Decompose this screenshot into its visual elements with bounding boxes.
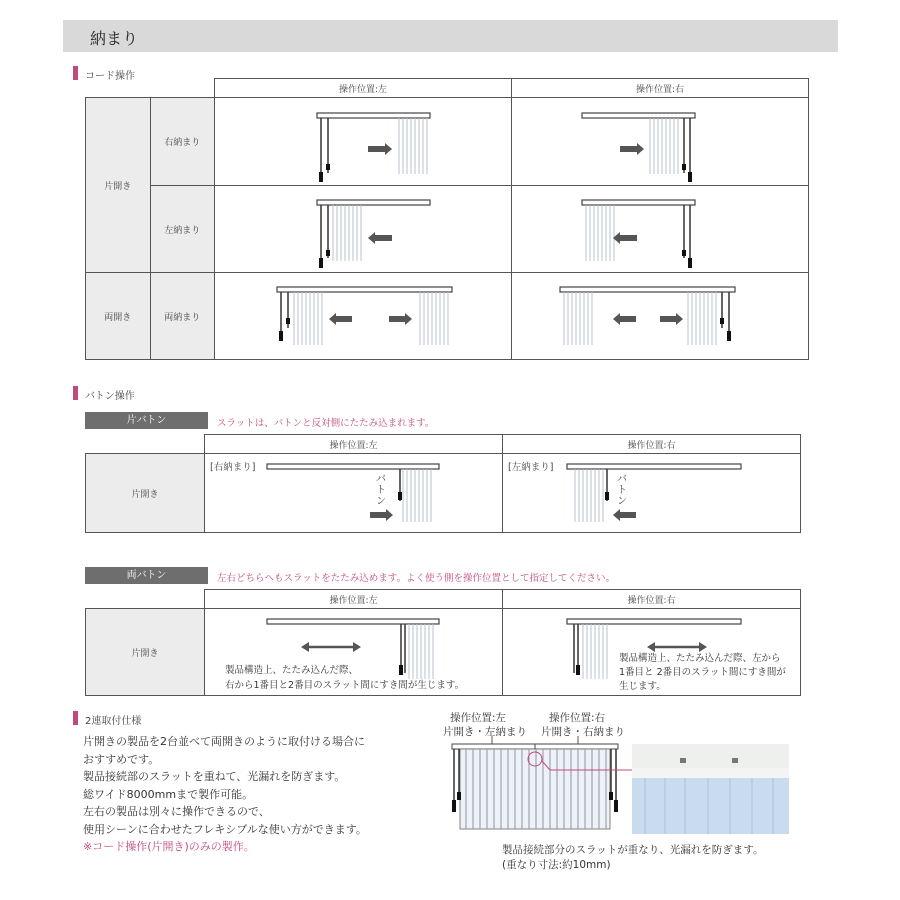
dual-label-right-1: 操作位置:右	[549, 712, 606, 724]
dual-mount-diagram	[440, 734, 800, 839]
right-desc-2: 1番目と 2番目のスラット間にすき間が	[619, 667, 786, 678]
dual-label-right-2: 片開き・右納まり	[541, 726, 625, 738]
dual-section-heading	[73, 711, 273, 725]
cord-table	[85, 78, 809, 360]
baton-word-left: バトン	[376, 474, 386, 507]
baton-section-heading	[73, 386, 273, 400]
double-baton-col-left: 操作位置:左	[205, 590, 503, 609]
baton-word-right: バトン	[617, 474, 627, 507]
page-title: 納まり	[90, 29, 139, 48]
blind-diagram	[512, 98, 808, 185]
row-label-left-stack: 左納まり	[150, 186, 215, 273]
single-baton-note: スラットは、バトンと反対側にたたみ込まれます。	[217, 418, 435, 429]
cord-col-left: 操作位置:左	[215, 79, 512, 98]
dual-note: ※コード操作(片開き)のみの製作。	[83, 840, 255, 853]
single-baton-diagram-right	[503, 454, 801, 533]
section-marker	[73, 386, 78, 400]
single-baton-col-right: 操作位置:右	[503, 435, 801, 454]
desc-line: 製品接続部のスラットを重ねて、光漏れを防ぎます。	[83, 770, 346, 783]
section-marker	[73, 711, 78, 725]
double-baton-row-label: 片開き	[86, 609, 205, 696]
row-label-double: 両開き	[86, 273, 151, 360]
double-baton-col-right: 操作位置:右	[503, 590, 801, 609]
desc-line: おすすめです。	[83, 752, 160, 766]
double-baton-badge: 両バトン	[85, 567, 208, 584]
right-desc-1: 製品構造上、たたみ込んだ際、左から	[619, 653, 781, 664]
cord-diagram-right-left	[512, 186, 809, 273]
desc-line: 片開きの製品を2台並べて両開きのように取付ける場合に	[83, 735, 365, 748]
dual-caption-2: (重なり寸法:約10mm)	[502, 859, 611, 871]
single-baton-badge: 片バトン	[85, 412, 208, 429]
row-label-right-stack: 右納まり	[150, 98, 215, 186]
cord-diagram-right-right	[512, 98, 809, 186]
single-baton-row-label: 片開き	[86, 454, 205, 533]
blind-diagram	[215, 98, 511, 185]
cord-diagram-left-right	[215, 98, 512, 186]
dual-label-left-1: 操作位置:左	[450, 712, 507, 724]
cord-col-right: 操作位置:右	[512, 79, 809, 98]
double-baton-table	[85, 589, 801, 696]
single-baton-diagram-left	[205, 454, 503, 533]
tag-left-stack: [左納まり]	[508, 462, 554, 473]
double-baton-note: 左右どちらへもスラットをたたみ込めます。よく使う側を操作位置として指定してください。	[217, 573, 616, 584]
row-label-single: 片開き	[86, 98, 151, 273]
desc-line: 左右の製品は別々に操作できるので、	[83, 805, 270, 818]
cord-section-label: コード操作	[85, 71, 135, 82]
single-baton-col-left: 操作位置:左	[205, 435, 503, 454]
section-header	[63, 20, 838, 52]
desc-line: 使用シーンに合わせたフレキシブルな使い方ができます。	[83, 822, 367, 836]
double-baton-diagram-right	[503, 609, 801, 696]
right-desc-3: 生じます。	[619, 681, 666, 692]
cord-diagram-left-left	[215, 186, 512, 273]
blind-diagram	[215, 273, 511, 359]
dual-caption-1: 製品接続部分のスラットが重なり、光漏れを防ぎます。	[502, 844, 764, 856]
cord-diagram-right-both	[512, 273, 809, 360]
row-label-both-stack: 両納まり	[150, 273, 215, 360]
desc-line: 総ワイド8000mmまで製作可能。	[83, 787, 254, 801]
blind-diagram	[512, 186, 808, 272]
tag-right-stack: [右納まり]	[210, 462, 256, 473]
double-baton-diagram-left	[205, 609, 503, 696]
cord-diagram-left-both	[215, 273, 512, 360]
dual-description	[83, 733, 367, 856]
baton-section-label: バトン操作	[85, 391, 135, 402]
single-baton-table	[85, 434, 801, 533]
section-marker	[73, 66, 78, 80]
blind-diagram	[215, 186, 511, 272]
dual-label-left-2: 片開き・左納まり	[443, 726, 527, 738]
left-desc-1: 製品構造上、たたみ込んだ際、	[225, 665, 359, 676]
blind-diagram	[512, 273, 808, 359]
dual-section-label: 2連取付仕様	[85, 716, 142, 727]
left-desc-2: 右から1番目と2番目のスラット間にすき間が生じます。	[225, 680, 465, 691]
